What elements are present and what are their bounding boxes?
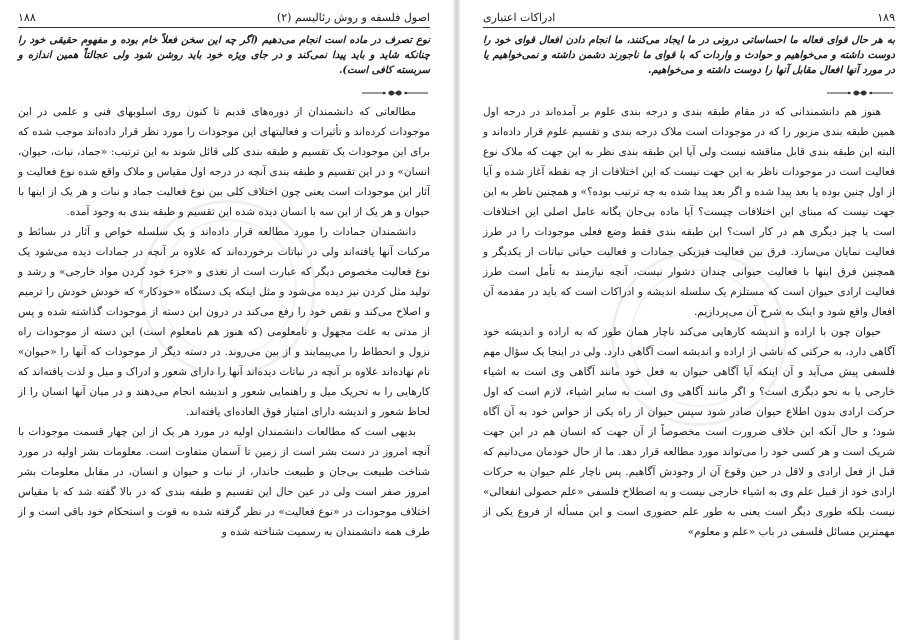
paragraph: هنوز هم دانشمندانی که در مقام طبقه بندی و درجه بندی علوم بر آمده‌اند در درجه اول همین طبقه بندی مزبور را که در موجودات است ملاک درجه بندی و تقسیم علوم قرار داده‌اند و البته این طبقه بندی قابل مناقشه نیست ولی آیا این طبقه بندی نظر به این جهت که ملاک نوع فعالیت است در موجودات ناظر به این جهت نیست که این اختلافات از چه نقطه آغاز شده و آیا از اول چنین بوده یا بعد پیدا شده و اگر بعد پیدا شده به چه ترتیب بوده؟» و همچنین ناظر به این جهت نیست که مبنای این اختلافات چیست؟ آیا ماده بی‌جان یگانه عامل اصلی این اختلافات است یا چیز دیگری هم در کار است؟ این طبقه بندی فقط وضع فعلی موجودات را در طرز فعالیت نمایان می‌سازد. فرق بین فعالیت فیزیکی جمادات و فعالیت حیاتی نباتات از یکدیگر و همچنین فرق اینها با فعالیت حیوانی چندان دشوار نیست، آنچه نیازمند به تأمل است طرز فعالیت ارادی حیوان است که مستلزم یک سلسله اندیشه و ادراکات است که باید در مقدمه آن افعال واقع شود و اینک به شرح آن می‌پردازیم.	[483, 106, 895, 318]
left-page-number: ۱۸۸	[18, 11, 36, 24]
right-page-number: ۱۸۹	[877, 11, 895, 24]
ornament-divider	[483, 84, 895, 98]
right-running-title: ادراکات اعتباری	[483, 11, 556, 24]
right-page-header	[483, 11, 895, 28]
paragraph: دانشمندان جمادات را مورد مطالعه قرار داده‌اند و یک سلسله خواص و آثار در بسائط و مرکبات آنها یافته‌اند ولی در نباتات برخورده‌اند که علاوه بر آنچه در جمادات دیده می‌شود یک نوع فعالیت مخصوص دیگر که عبارت است از تغذی و «جزء خود کردن مواد خارجی» و رشد و تولید مثل کردن نیز دیده می‌شود و مثل اینکه یک دستگاه «خودکار» که خودش خودش را ترمیم و اصلاح می‌کند و نقص خود را رفع می‌کند در درون این دسته از موجودات گذاشته شده و پس از مدتی به علت مجهول و نامعلومی (که هنوز هم نامعلوم است) این دسته از موجودات راه نزول و انحطاط را می‌پیمایند و از بین می‌روند. در دسته دیگر از موجودات که آنها را «حیوان» نام نهاده‌اند علاوه بر آنچه در نباتات دیده‌اند آنها را دارای شعور و ادراک و میل و لذت یافته‌اند که کارهایی را به تحریک میل و راهنمایی شعور و اندیشه انجام می‌دهند و در میان آنها انسان را از لحاظ شعور و اندیشه دارای امتیاز فوق العاده‌ای یافته‌اند.	[18, 226, 430, 418]
left-page-header	[18, 11, 430, 28]
right-page	[461, 0, 913, 640]
left-footnote: نوع تصرف در ماده است انجام می‌دهیم (اگر چه این سخن فعلاً خام بوده و مفهوم حقیقی خود را چنانکه شاید و باید پیدا نمی‌کند و در جای ویژه خود باید روشن شود ولی عجالتاً همین اندازه و سربسته کافی است).	[18, 35, 430, 76]
paragraph: حیوان چون با اراده و اندیشه کارهایی می‌کند ناچار همان طور که به اراده و اندیشه خود آگاهی دارد، به حرکتی که ناشی از اراده و اندیشه است آگاهی دارد. ولی در اینجا یک سؤال مهم فلسفی پیش می‌آید و آن اینکه آیا آگاهی حیوان به فعل خود مانند آگاهی وی است به اشیاء خارجی یا به نحو دیگری است؟ و اگر مانند آگاهی وی است به سایر اشیاء، لازم است که اول حرکت ارادی بدون اطلاع حیوان صادر شود سپس حیوان از راه یکی از حواس خود به آن آگاه شود؛ و حال آنکه این خلاف ضرورت است مخصوصاً از آن جهت که انسان هم در این جهت شریک است و هر کسی خود را می‌تواند مورد مطالعه قرار دهد. ما از حال خودمان می‌دانیم که قبل از فعل ارادی و لاقل در حین وقوع آن از وجودش آگاهیم. پس ناچار علم حیوان به حرکات ارادی خود از قبیل علم وی به اشیاء خارجی نیست و به اصطلاح فلسفی «علم حصولی انفعالی» نیست بلکه طوری دیگر است یعنی به طور علم حضوری است و این مسأله از فروع یکی از مهمترین مسائل فلسفی در باب «علم و معلوم»	[483, 326, 895, 538]
right-page-body	[483, 33, 895, 542]
right-footnote: به هر حال قوای فعاله ما احساساتی درونی در ما ایجاد می‌کنند، ما انجام دادن افعال قوای خود را دوست داشته و می‌خواهیم و حوادث و واردات که با قوای ما ناجورند دشمن داشته و نمی‌خواهیم یا در مورد آنها افعال مقابل آنها را دوست داشته و می‌خواهیم.	[483, 35, 895, 76]
ornament-divider	[18, 84, 430, 98]
left-page	[0, 0, 452, 640]
left-page-body	[18, 33, 430, 542]
left-running-title: اصول فلسفه و روش رئالیسم (۲)	[276, 11, 430, 24]
paragraph: مطالعاتی که دانشمندان از دوره‌های قدیم تا کنون روی اسلوبهای فنی و علمی در این موجودات کرده‌اند و تأثیرات و فعالیتهای این موجودات را مورد نظر قرار داده‌اند موجب شده که برای این موجودات یک تقسیم و طبقه بندی کلی قائل شوند به این ترتیب: «جماد، نبات، حیوان، انسان» و در این تقسیم و طبقه بندی آنچه در درجه اول مقیاس و ملاک واقع شده نوع فعالیت و آثار این موجودات است یعنی چون اختلاف کلی بین نوع فعالیت جماد و نبات و هر یک از اینها با حیوان و هر یک از این سه با انسان دیده شده این تقسیم و طبقه بندی به وجود آمده.	[18, 106, 430, 218]
paragraph: بدیهی است که مطالعات دانشمندان اولیه در مورد هر یک از این چهار قسمت موجودات با آنچه امروز در دست بشر است از زمین تا آسمان متفاوت است. معلومات بشر اولیه در مورد شناخت طبیعت بی‌جان و طبیعت جاندار، از نبات و حیوان و انسان، در مقابل معلومات بشر امروز صفر است ولی در عین حال این تقسیم و طبقه بندی که در بالا گفته شد که با مقیاس اختلاف موجودات در «نوع فعالیت» در نظر گرفته شده به قوت و استحکام خود باقی است و از طرف همه دانشمندان به رسمیت شناخته شده و	[18, 426, 430, 538]
book-gutter	[452, 0, 461, 640]
